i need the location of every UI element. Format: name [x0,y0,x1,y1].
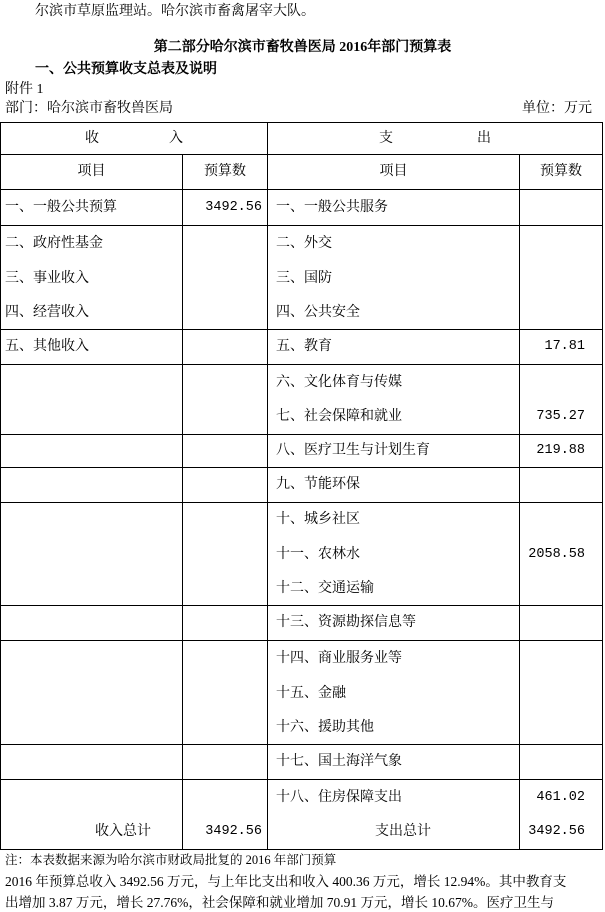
expense-amount-cell [520,468,603,503]
income-amount-cell [183,537,268,572]
expense-amount-cell [520,711,603,745]
expense-amount-column-header: 预算数 [520,155,603,190]
expense-amount-cell [520,745,603,780]
expense-amount-cell [520,572,603,606]
income-item-cell [1,641,183,676]
expense-item-cell: 四、公共安全 [268,296,520,330]
income-item-cell [1,676,183,711]
income-total-amount: 3492.56 [183,815,268,850]
income-item-cell [1,711,183,745]
income-amount-cell [183,468,268,503]
expense-amount-cell [520,365,603,400]
income-item-cell [1,572,183,606]
income-item-cell [1,780,183,815]
income-amount-cell [183,365,268,400]
expense-item-cell: 九、节能环保 [268,468,520,503]
expense-item-cell: 三、国防 [268,261,520,296]
section-heading: 一、公共预算收支总表及说明 [35,62,217,77]
income-amount-cell [183,296,268,330]
attachment-label: 附件 1 [5,82,44,97]
expense-amount-cell: 17.81 [520,330,603,365]
income-amount-cell [183,226,268,261]
income-item-column-header: 项目 [1,155,183,190]
income-amount-cell: 3492.56 [183,190,268,226]
expense-amount-cell: 735.27 [520,400,603,435]
income-item-cell [1,435,183,468]
expense-amount-cell [520,503,603,537]
expense-item-cell: 二、外交 [268,226,520,261]
income-amount-cell [183,261,268,296]
income-item-cell: 一、一般公共预算 [1,190,183,226]
expense-item-cell: 十二、交通运输 [268,572,520,606]
income-amount-cell [183,711,268,745]
income-amount-cell [183,676,268,711]
expense-amount-cell [520,190,603,226]
expense-group-header: 支 出 [268,123,603,155]
expense-item-cell: 十八、住房保障支出 [268,780,520,815]
expense-item-column-header: 项目 [268,155,520,190]
expense-item-cell: 十四、商业服务业等 [268,641,520,676]
expense-item-cell: 五、教育 [268,330,520,365]
income-amount-column-header: 预算数 [183,155,268,190]
expense-amount-cell [520,226,603,261]
intro-line: 尔滨市草原监理站。哈尔滨市畜禽屠宰大队。 [35,4,315,19]
table-source-note: 注：本表数据来源为哈尔滨市财政局批复的 2016 年部门预算 [5,853,337,867]
income-amount-cell [183,503,268,537]
income-total-label: 收入总计 [1,815,183,850]
document-title: 第二部分哈尔滨市畜牧兽医局 2016年部门预算表 [153,40,452,55]
income-amount-cell [183,572,268,606]
expense-item-cell: 一、一般公共服务 [268,190,520,226]
paragraph-line: 出增加 3.87 万元，增长 27.76%，社会保障和就业增加 70.91 万元，增长 10.67%。医疗卫生与 [5,895,554,910]
income-item-cell: 四、经营收入 [1,296,183,330]
expense-item-cell: 十三、资源勘探信息等 [268,606,520,641]
expense-item-cell: 十七、国土海洋气象 [268,745,520,780]
expense-amount-cell: 219.88 [520,435,603,468]
unit-label: 单位：万元 [522,101,592,116]
income-item-cell: 五、其他收入 [1,330,183,365]
expense-amount-cell: 461.02 [520,780,603,815]
expense-item-cell: 十一、农林水 [268,537,520,572]
income-amount-cell [183,330,268,365]
paragraph-line: 2016 年预算总收入 3492.56 万元，与上年比支出和收入 400.36 万元，增长 12.94%。其中教育支 [5,874,567,889]
expense-item-cell: 八、医疗卫生与计划生育 [268,435,520,468]
expense-amount-cell [520,261,603,296]
income-amount-cell [183,606,268,641]
expense-amount-cell [520,296,603,330]
expense-amount-cell [520,606,603,641]
income-item-cell [1,745,183,780]
expense-item-cell: 十六、援助其他 [268,711,520,745]
income-item-cell [1,606,183,641]
expense-total-amount: 3492.56 [520,815,603,850]
income-amount-cell [183,641,268,676]
income-item-cell: 二、政府性基金 [1,226,183,261]
income-item-cell: 三、事业收入 [1,261,183,296]
income-group-header: 收 入 [1,123,268,155]
expense-amount-cell: 2058.58 [520,537,603,572]
expense-amount-cell [520,676,603,711]
income-amount-cell [183,435,268,468]
expense-item-cell: 十五、金融 [268,676,520,711]
income-item-cell [1,400,183,435]
expense-total-label: 支出总计 [268,815,520,850]
expense-amount-cell [520,641,603,676]
department-label: 部门：哈尔滨市畜牧兽医局 [5,101,173,116]
budget-summary-table [0,122,603,850]
expense-item-cell: 六、文化体育与传媒 [268,365,520,400]
income-amount-cell [183,745,268,780]
income-amount-cell [183,780,268,815]
income-amount-cell [183,400,268,435]
income-item-cell [1,468,183,503]
income-item-cell [1,365,183,400]
expense-item-cell: 七、社会保障和就业 [268,400,520,435]
income-item-cell [1,503,183,537]
expense-item-cell: 十、城乡社区 [268,503,520,537]
income-item-cell [1,537,183,572]
